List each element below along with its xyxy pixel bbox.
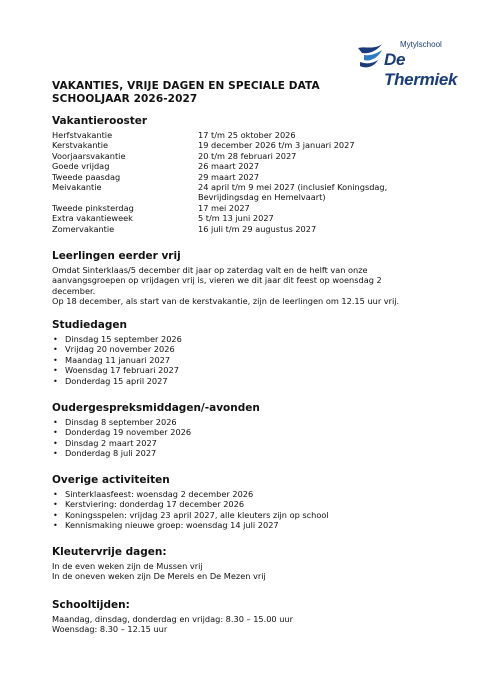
vakantie-name: Zomervakantie xyxy=(52,223,115,234)
school-logo xyxy=(356,40,466,89)
vakantie-row xyxy=(52,224,398,234)
list-item: • Dinsdag 2 maart 2027 xyxy=(52,438,260,448)
vakantie-date: 29 maart 2027 xyxy=(198,171,260,182)
section-heading: Studiedagen xyxy=(52,319,128,331)
vakantie-row xyxy=(52,172,398,182)
vakantie-name: Kerstvakantie xyxy=(52,140,109,151)
vakantie-name: Goede vrijdag xyxy=(52,161,110,172)
vakantie-date: 19 december 2026 t/m 3 januari 2027 xyxy=(198,140,355,151)
bullet-list xyxy=(52,417,260,459)
page-title xyxy=(52,80,320,106)
list-item: • Donderdag 19 november 2026 xyxy=(52,427,260,437)
vakantie-name: Extra vakantieweek xyxy=(52,213,133,224)
vakantie-name: Herfstvakantie xyxy=(52,130,113,140)
overige-section xyxy=(52,474,329,531)
oudergesprek-section xyxy=(52,402,260,459)
logo-title: De Thermiek xyxy=(384,50,458,89)
section-heading: Oudergespreksmiddagen/-avonden xyxy=(52,402,260,414)
logo-subtitle: Mytylschool xyxy=(400,40,442,49)
list-item: • Vrijdag 20 november 2026 xyxy=(52,344,182,354)
bird-logo-icon xyxy=(356,40,386,70)
list-item: • Kerstviering: donderdag 17 december 2026 xyxy=(52,499,329,509)
list-item: • Kennismaking nieuwe groep: woensdag 14 juli 2027 xyxy=(52,520,329,530)
vakantie-row xyxy=(52,182,398,203)
section-heading: Kleutervrije dagen: xyxy=(52,546,167,558)
bullet-list xyxy=(52,489,329,531)
text-line: In de oneven weken zijn De Merels en De Mezen vrij xyxy=(52,571,266,582)
vakantie-date: 20 t/m 28 februari 2027 xyxy=(198,150,297,161)
list-item: • Koningsspelen: vrijdag 23 april 2027, alle kleuters zijn op school xyxy=(52,510,329,520)
vakantie-date: 26 maart 2027 xyxy=(198,161,260,172)
schooltijden-section xyxy=(52,599,293,635)
vakantie-name: Voorjaarsvakantie xyxy=(52,150,126,161)
vakantie-name: Meivakantie xyxy=(52,182,102,193)
paragraph: Omdat Sinterklaas/5 december dit jaar op zaterdag valt en de helft van onze aanvangsgroepen op vrijdagen vrij is, vieren we dit jaar dit feest op woensdag 2 december. xyxy=(52,265,382,296)
section-heading: Vakantierooster xyxy=(52,115,148,127)
vakantie-date: 16 juli t/m 29 augustus 2027 xyxy=(198,223,317,234)
text-line: Woensdag: 8.30 – 12.15 uur xyxy=(52,624,168,635)
kleutervrij-section xyxy=(52,546,266,582)
vakantie-date: 24 april t/m 9 mei 2027 (inclusief Koningsdag, Bevrijdingsdag en Hemelvaart) xyxy=(198,182,388,203)
paragraph: Op 18 december, als start van de kerstvakantie, zijn de leerlingen om 12.15 uur vrij. xyxy=(52,296,400,307)
vakantierooster-section xyxy=(52,115,398,234)
list-item: • Dinsdag 15 september 2026 xyxy=(52,334,182,344)
section-heading: Schooltijden: xyxy=(52,599,130,611)
vakantie-row xyxy=(52,130,398,140)
vakantie-row xyxy=(52,203,398,213)
text-line: Maandag, dinsdag, donderdag en vrijdag: 8.30 – 15.00 uur xyxy=(52,614,293,624)
list-item: • Sinterklaasfeest: woensdag 2 december 2026 xyxy=(52,489,329,499)
vakantie-row xyxy=(52,213,398,223)
list-item: • Donderdag 15 april 2027 xyxy=(52,376,182,386)
text-line: In de even weken zijn de Mussen vrij xyxy=(52,561,203,571)
vakantie-date: 17 t/m 25 oktober 2026 xyxy=(198,130,296,140)
vakantie-date: 5 t/m 13 juni 2027 xyxy=(198,213,274,224)
vakantie-row xyxy=(52,151,398,161)
vakantie-date: 17 mei 2027 xyxy=(198,202,250,213)
section-heading: Leerlingen eerder vrij xyxy=(52,250,181,262)
section-heading: Overige activiteiten xyxy=(52,474,170,486)
title-line-1: VAKANTIES, VRIJE DAGEN EN SPECIALE DATA xyxy=(52,80,320,92)
vakantie-row xyxy=(52,140,398,150)
bullet-list xyxy=(52,334,182,386)
list-item: • Dinsdag 8 september 2026 xyxy=(52,417,260,427)
vakantie-row xyxy=(52,161,398,171)
vakantie-name: Tweede pinksterdag xyxy=(52,202,134,213)
studiedagen-section xyxy=(52,319,182,386)
vakantie-name: Tweede paasdag xyxy=(52,171,121,182)
list-item: • Maandag 11 januari 2027 xyxy=(52,355,182,365)
list-item: • Woensdag 17 februari 2027 xyxy=(52,365,182,375)
eerder-vrij-section xyxy=(52,250,412,307)
list-item: • Donderdag 8 juli 2027 xyxy=(52,448,260,458)
title-line-2: SCHOOLJAAR 2026-2027 xyxy=(52,93,198,105)
